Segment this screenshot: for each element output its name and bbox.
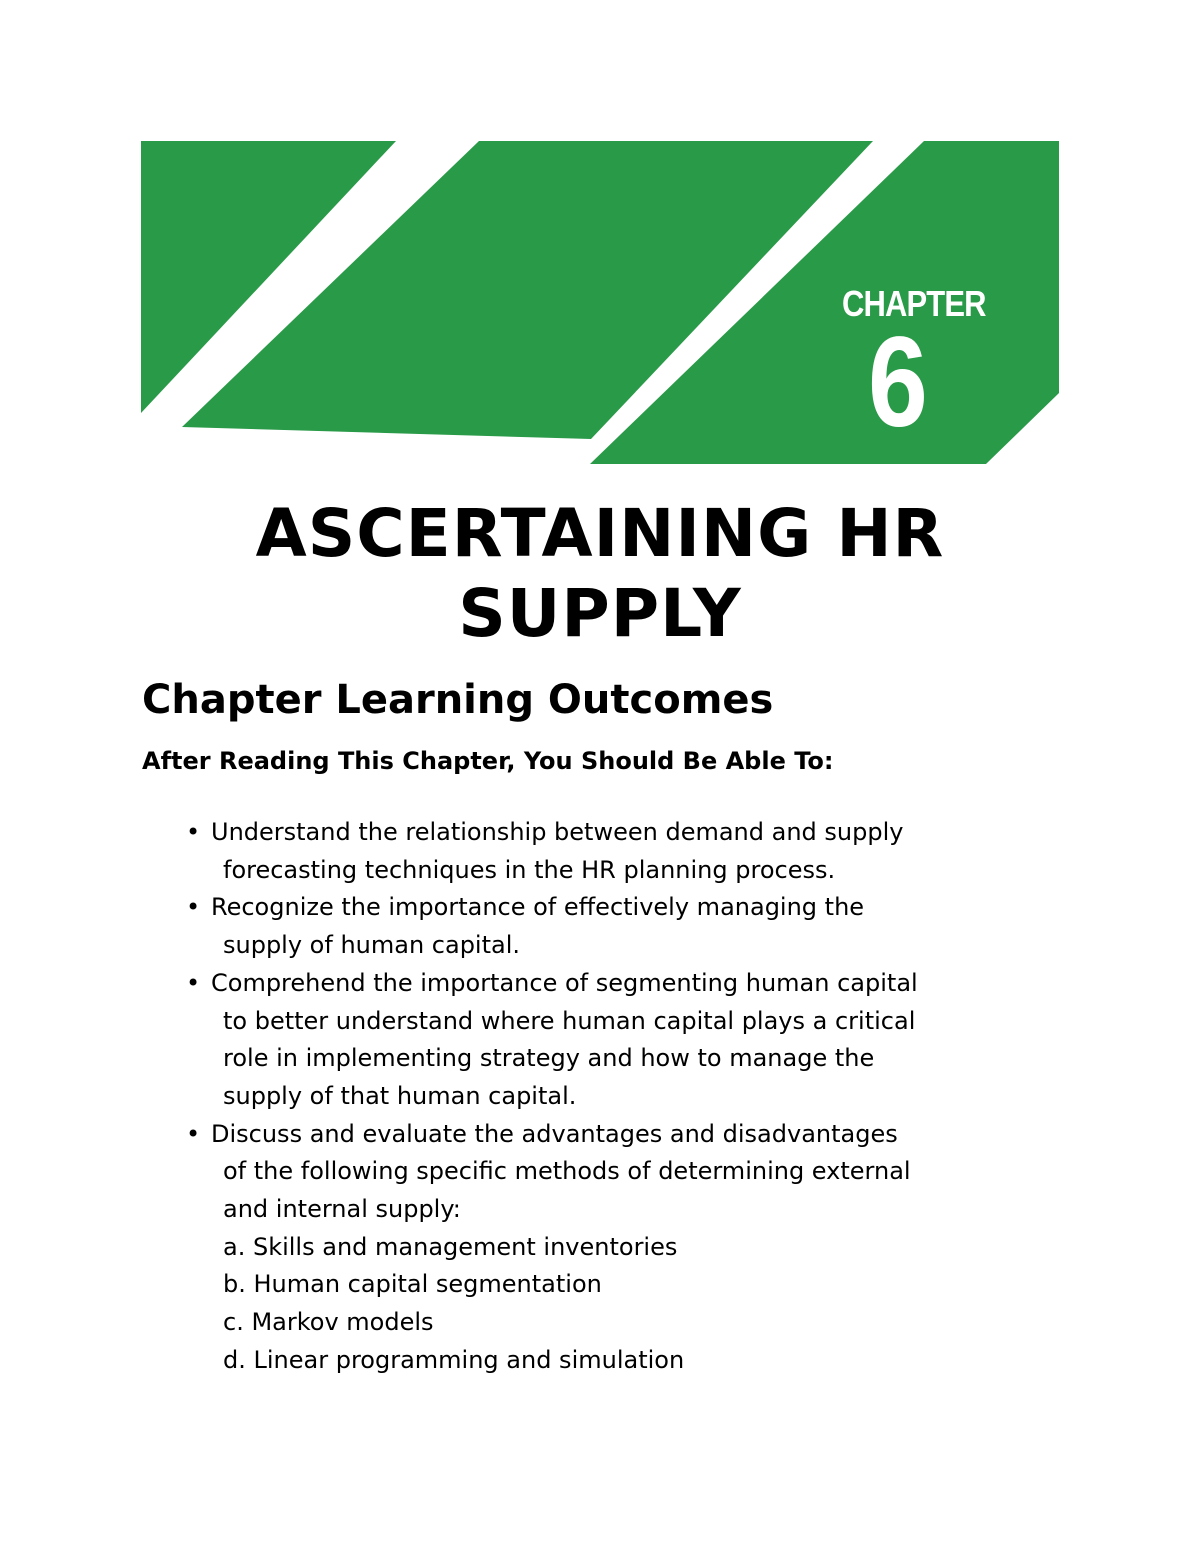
sub-list-item: d. Linear programming and simulation xyxy=(223,1345,685,1374)
bullet-icon: • xyxy=(186,893,201,922)
sub-list-item: c. Markov models xyxy=(223,1308,434,1337)
list-item-line: of the following specific methods of determining external xyxy=(223,1157,911,1186)
sub-list-item: b. Human capital segmentation xyxy=(223,1270,602,1299)
list-item xyxy=(186,1116,1066,1380)
list-item-line: forecasting techniques in the HR planning process. xyxy=(223,855,836,884)
list-item-line: role in implementing strategy and how to manage the xyxy=(223,1044,875,1073)
list-item-line: supply of human capital. xyxy=(223,931,521,960)
page-title xyxy=(141,494,1059,654)
list-item-line: Recognize the importance of effectively managing the xyxy=(211,893,865,922)
bullet-icon: • xyxy=(186,968,201,997)
list-item-line: Understand the relationship between demand and supply xyxy=(211,818,904,846)
list-item-line: to better understand where human capital plays a critical xyxy=(223,1006,916,1035)
page-title-line-2: SUPPLY xyxy=(458,575,742,652)
list-item-line: Discuss and evaluate the advantages and disadvantages xyxy=(211,1119,898,1148)
intro-text: After Reading This Chapter, You Should Be Able To: xyxy=(142,747,834,775)
list-item-line: Comprehend the importance of segmenting human capital xyxy=(211,968,918,997)
bullet-icon: • xyxy=(186,818,201,846)
list-item-line: supply of that human capital. xyxy=(223,1081,577,1110)
list-item xyxy=(186,814,1066,889)
list-item-line: and internal supply: xyxy=(223,1195,461,1224)
section-heading: Chapter Learning Outcomes xyxy=(142,677,774,723)
chapter-number: 6 xyxy=(868,311,928,454)
page-title-line-1: ASCERTAINING HR xyxy=(255,495,945,572)
learning-outcomes-list xyxy=(186,814,1066,1380)
sub-list-item: a. Skills and management inventories xyxy=(223,1232,678,1261)
list-item xyxy=(186,889,1066,964)
list-item xyxy=(186,965,1066,1116)
bullet-icon: • xyxy=(186,1119,201,1148)
chapter-label: CHAPTER xyxy=(842,283,986,324)
